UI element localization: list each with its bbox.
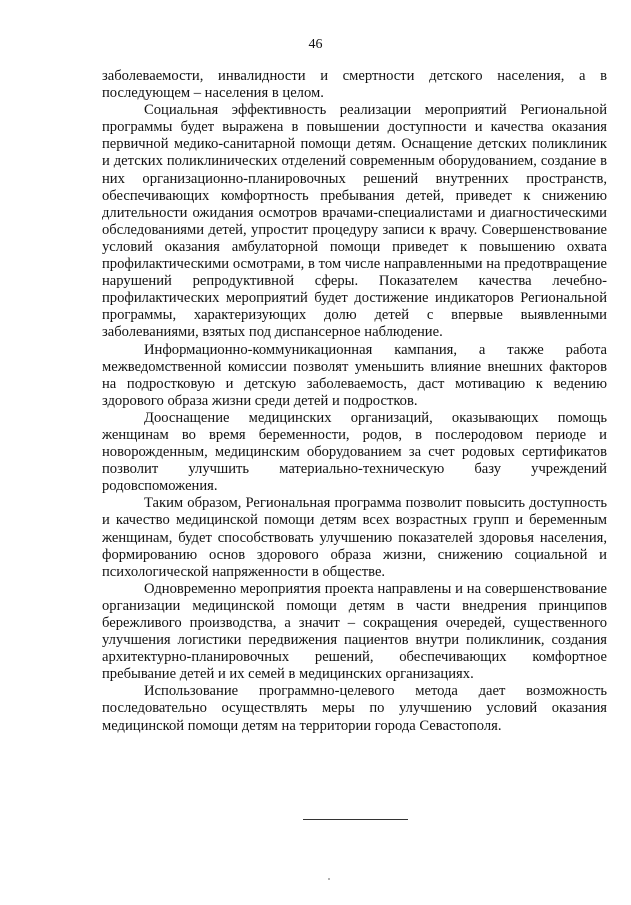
paragraph-4: Дооснащение медицинских организаций, оказывающих помощь женщинам во время беременности, родов, в послеродовом периоде и новорожденным, медицинским оборудованием за счет родовых сертификатов позволит улучшить материально-техническую базу учреждений родовспоможения. [102, 409, 607, 495]
paragraph-1: заболеваемости, инвалидности и смертности детского населения, а в последующем – населения в целом. [102, 68, 607, 102]
end-separator-line [303, 819, 408, 820]
paragraph-5: Таким образом, Региональная программа позволит повысить доступность и качество медицинской помощи детям всех возрастных групп и беременным женщинам, будет способствовать улучшению показателей здоровья населения, формированию основ здорового образа жизни, снижению социальной и психологической напряженности в обществе. [102, 495, 607, 580]
paragraph-2: Социальная эффективность реализации мероприятий Региональной программы будет выражена в повышении доступности и качества оказания первичной медико-санитарной помощи детям. Оснащение детских поликлиник и детских поликлинических отделений современным оборудованием, создание в них организационно-планировочных решений внутренних пространств, обеспечивающих комфортность пребывания детей, приведет к снижению длительности ожидания осмотров врачами-специалистами и диагностическими обследованиями детей, упростит процедуру записи к врачу. Совершенствование условий оказания амбулаторной помощи приведет к повышению охвата профилактическими осмотрами, в том числе направленными на предотвращение нарушений репродуктивной сферы. Показателем качества лечебно-профилактических мероприятий будет достижение индикаторов Региональной программы, характеризующих долю детей с впервые выявленными заболеваниями, взятых под диспансерное наблюдение. [102, 102, 607, 341]
scan-speck [328, 878, 330, 880]
paragraph-3: Информационно-коммуникационная кампания, а также работа межведомственной комиссии позволят уменьшить влияние внешних факторов на подростковую и детскую заболеваемость, даст мотивацию к ведению здорового образа жизни среди детей и подростков. [102, 341, 607, 409]
paragraph-7: Использование программно-целевого метода дает возможность последовательно осуществлять меры по улучшению условий оказания медицинской помощи детям на территории города Севастополя. [102, 683, 607, 734]
paragraph-6: Одновременно мероприятия проекта направлены и на совершенствование организации медицинской помощи детям в части внедрения принципов бережливого производства, а значит – сокращения очередей, существенного улучшения логистики передвижения пациентов внутри поликлиник, создания архитектурно-планировочных решений, обеспечивающих комфортное пребывание детей и их семей в медицинских организациях. [102, 580, 607, 683]
document-body [102, 68, 607, 735]
page-number: 46 [308, 37, 323, 52]
